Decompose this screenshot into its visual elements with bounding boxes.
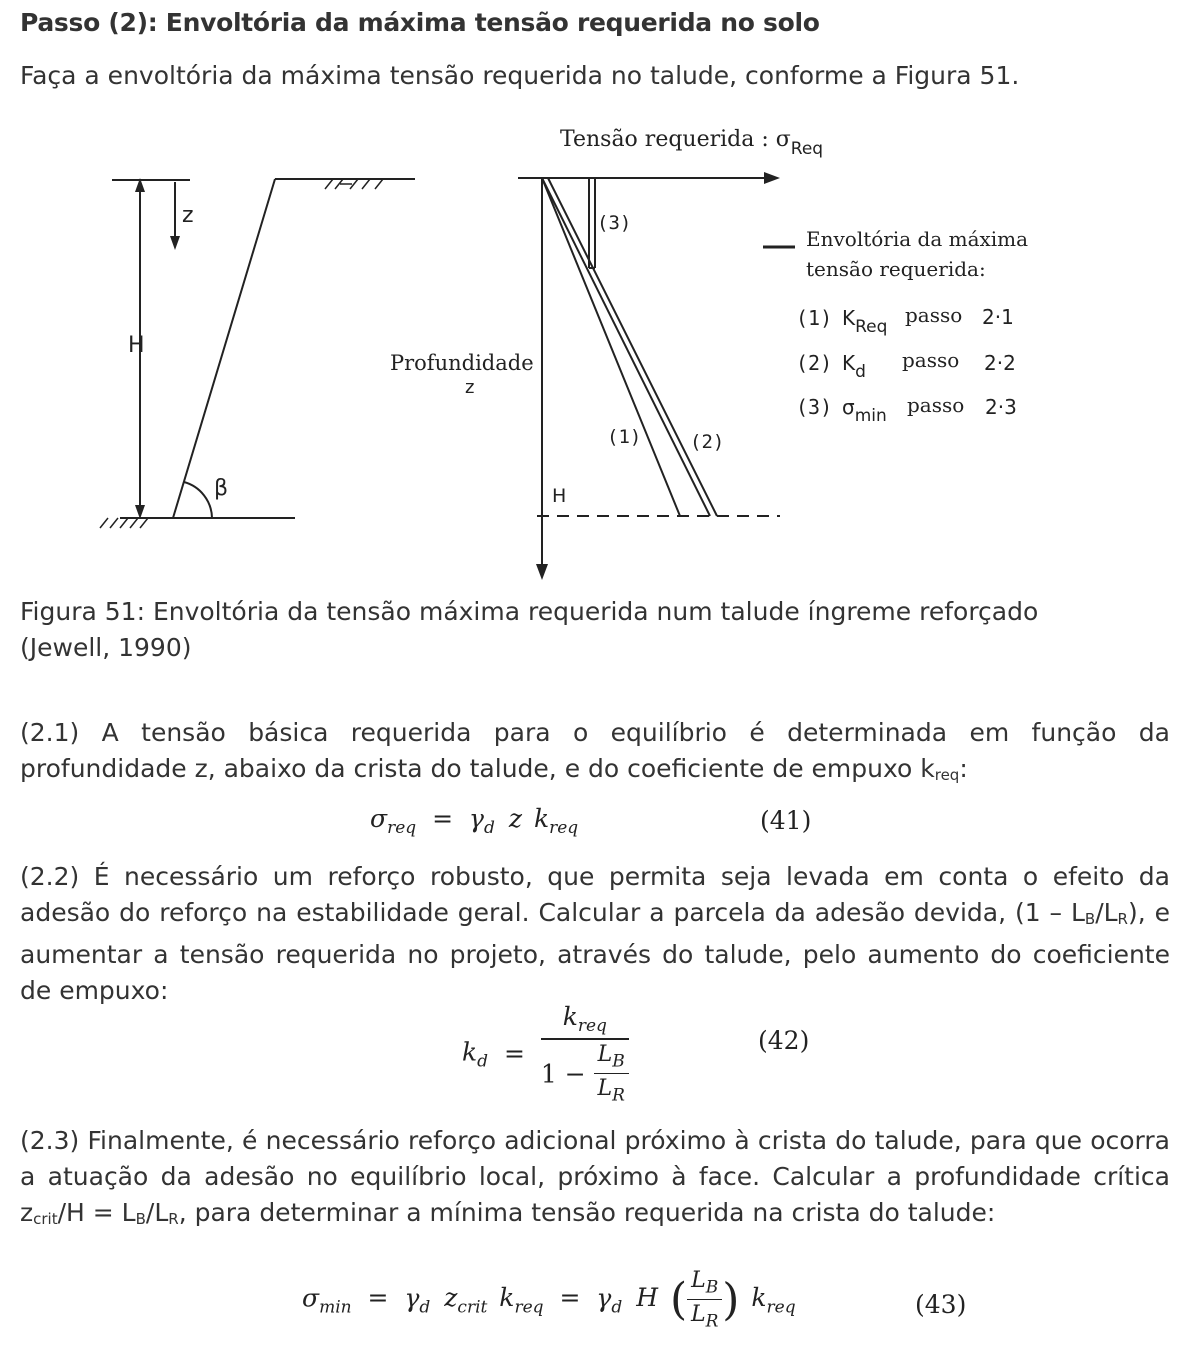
legend-item-3-num: (3) — [796, 395, 833, 419]
legend-items — [796, 303, 1017, 426]
crest-hatching — [325, 179, 383, 189]
legend-item-3-sym: $\sigma_{min}$ — [842, 395, 887, 426]
equation-41-number: (41) — [760, 806, 812, 835]
legend-item-1-sym: $K_{Req}$ — [842, 306, 888, 337]
intro-paragraph: Faça a envoltória da máxima tensão requerida no talude, conforme a Figura 51. — [20, 61, 1020, 90]
legend-item-2-step: 2·2 — [984, 351, 1016, 375]
figure-51 — [0, 110, 1204, 590]
paragraph-2-3: (2.3) Finalmente, é necessário reforço adicional próximo à crista do talude, para que ocorra a atuação da adesão no equilíbrio local, próximo à face. Calcular a profundidade crítica $z_{crit}/H = L_B/L_R$, para determinar a mínima tensão requerida na crista do talude: — [20, 1126, 1170, 1228]
horizontal-axis-arrowhead — [764, 172, 780, 184]
curve-2-b — [548, 178, 717, 516]
curve-3-label: (3) — [597, 212, 632, 234]
figure-caption — [20, 594, 1170, 666]
H-arrow-bottom — [135, 505, 145, 519]
vertical-axis-arrowhead — [536, 564, 548, 580]
legend-title-line2: tensão requerida: — [806, 257, 986, 281]
equation-42: $k_d$ = $k_{req}$ 1 − $\frac{L_B}{L_R}$ — [462, 1002, 629, 1106]
legend-item-1-step: 2·1 — [982, 305, 1014, 329]
stress-axis-label: Tensão requerida : $\sigma_{Req}$ — [560, 127, 824, 159]
right-H-label: H — [552, 485, 567, 507]
equation-43: $\sigma_{min} = \gamma_d$ $z_{crit}$ $k_{req} = \gamma_d$ H ( $\frac{L_B}{L_R}$ ) $k_{req}$ — [302, 1268, 796, 1332]
legend-title-line1: Envoltória da máxima — [806, 227, 1029, 251]
depth-axis-label: Profundidade — [390, 351, 534, 375]
legend-item-2-text: passo — [902, 348, 960, 372]
beta-arc — [184, 482, 212, 518]
legend-item-2-num: (2) — [796, 351, 833, 375]
caption-line-2: (Jewell, 1990) — [20, 633, 192, 662]
left-slope-face — [173, 179, 275, 518]
toe-hatching — [100, 518, 148, 528]
legend-item-3-step: 2·3 — [985, 395, 1017, 419]
legend-item-3-text: passo — [907, 393, 965, 417]
equation-42-number: (42) — [758, 1026, 810, 1055]
depth-axis-z: z — [465, 377, 475, 398]
paragraph-2-1: (2.1) A tensão básica requerida para o equilíbrio é determinada em função da profundidade z, abaixo da crista do talude, e do coeficiente de empuxo $k_{req}$: — [20, 718, 1170, 784]
equation-42-fraction: $k_{req}$ 1 − $\frac{L_B}{L_R}$ — [541, 1002, 629, 1106]
section-heading: Passo (2): Envoltória da máxima tensão requerida no solo — [20, 8, 820, 37]
curve-2-label: (2) — [690, 431, 725, 453]
left-z-label: z — [182, 203, 194, 228]
beta-label: β — [214, 476, 229, 501]
equation-41: $\sigma_{req} = \gamma_d$ z $k_{req}$ — [370, 804, 579, 838]
legend-item-1-text: passo — [905, 303, 963, 327]
caption-line-1: Figura 51: Envoltória da tensão máxima requerida num talude íngreme reforçado — [20, 597, 1039, 626]
equation-43-number: (43) — [915, 1290, 967, 1319]
z-arrowhead — [170, 236, 180, 250]
curve-1-label: (1) — [607, 426, 642, 448]
left-H-label: H — [128, 333, 145, 358]
legend-item-2-sym: $K_d$ — [842, 351, 866, 382]
paragraph-2-2: (2.2) É necessário um reforço robusto, que permita seja levada em conta o efeito da adesão do reforço na estabilidade geral. Calcular a parcela da adesão devida, $(1 - L_B/L_R)$, e aumentar a tensão requerida no projeto, através do talude, pelo aumento do coeficiente de empuxo: — [20, 862, 1170, 1005]
legend-item-1-num: (1) — [796, 306, 833, 330]
